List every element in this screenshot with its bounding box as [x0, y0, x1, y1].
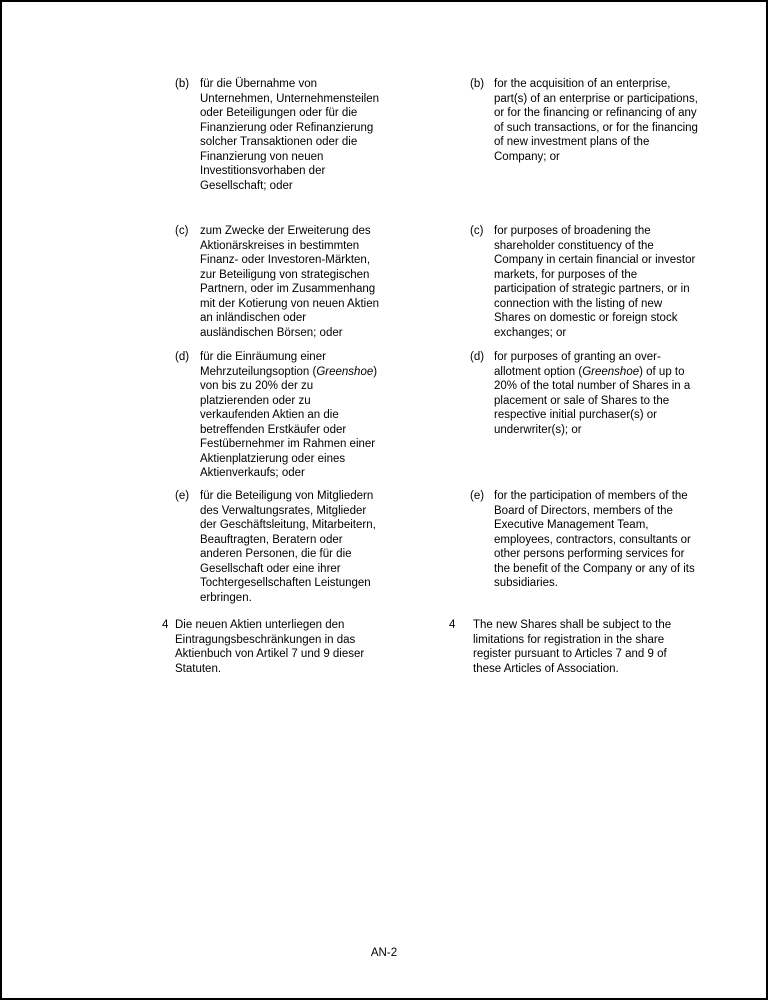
- clause-text: Die neuen Aktien unterliegen den Eintragungsbeschränkungen in das Aktienbuch von Artikel 7 und 9 dieser Statuten.: [175, 619, 365, 675]
- clause-label: (e): [175, 490, 190, 502]
- clause-item-german-d: [175, 350, 382, 481]
- clause-label: (c): [470, 225, 484, 237]
- clause-text-pre: for purposes of granting an over-allotment option (: [494, 351, 661, 378]
- clause-item-english-e: [470, 489, 699, 591]
- clause-text-post: ) von bis zu 20% der zu platzierenden oder zu verkaufenden Aktien an die betreffenden Erstkäufer oder Festübernehmer im Rahmen einer Aktienplatzierung oder eines Aktienverkaufs; oder: [200, 365, 378, 479]
- clause-text: [494, 350, 699, 437]
- clause-item-german-b: [175, 77, 382, 193]
- clause-text: for purposes of broadening the shareholder constituency of the Company in certain financial or investor markets, for purposes of the participation of strategic partners, or in connection with the listing of new Shares on domestic or foreign stock exchanges; or: [494, 225, 696, 339]
- clause-label: 4: [449, 619, 456, 631]
- clause-item-english-b: [470, 77, 699, 164]
- page-number: AN-2: [370, 947, 398, 959]
- clause-label: (b): [470, 78, 485, 90]
- clause-text: [200, 350, 382, 481]
- clause-text-italic: Greenshoe: [316, 365, 374, 378]
- clause-item-german-4: [162, 618, 367, 676]
- clause-text: für die Übernahme von Unternehmen, Unternehmensteilen oder Beteiligungen oder für die Finanzierung oder Refinanzierung solcher Transaktionen oder die Finanzierung von neuen Investitionsvorhaben der Gesellschaft; oder: [200, 78, 379, 192]
- clause-item-german-c: [175, 224, 382, 340]
- clause-item-english-d: [470, 350, 699, 437]
- clause-text-pre: für die Einräumung einer Mehrzuteilungsoption (: [200, 351, 326, 378]
- clause-text: for the acquisition of an enterprise, part(s) of an enterprise or participations, or for the financing or refinancing of any of such transactions, or for the financing of new investment plans of the Company; or: [494, 78, 698, 163]
- clause-item-german-e: [175, 489, 382, 605]
- clause-label: (b): [175, 78, 190, 90]
- clause-text: The new Shares shall be subject to the limitations for registration in the share register pursuant to Articles 7 and 9 of these Articles of Association.: [473, 619, 672, 675]
- clause-text: für die Beteiligung von Mitgliedern des Verwaltungsrates, Mitglieder der Geschäftsleitung, Mitarbeitern, Beauftragten, Beratern oder anderen Personen, die für die Gesellschaft oder eine ihrer Tochtergesellschaften Leistungen erbringen.: [200, 490, 376, 604]
- clause-label: (c): [175, 225, 189, 237]
- clause-text-post: ) of up to 20% of the total number of Shares in a placement or sale of Shares to the respective initial purchaser(s) or underwriter(s); or: [494, 365, 691, 436]
- clause-item-english-c: [470, 224, 699, 340]
- clause-text: for the participation of members of the Board of Directors, members of the Executive Management Team, employees, contractors, consultants or other persons performing services for the benefit of the Company or any of its subsidiaries.: [494, 490, 695, 589]
- clause-label: (d): [175, 351, 190, 363]
- clause-label: (e): [470, 490, 485, 502]
- clause-label: 4: [162, 619, 169, 631]
- clause-item-english-4: [449, 618, 683, 676]
- clause-label: (d): [470, 351, 485, 363]
- clause-text: zum Zwecke der Erweiterung des Aktionärskreises in bestimmten Finanz- oder Investoren-Märkten, zur Beteiligung von strategischen Partnern, oder im Zusammenhang mit der Kotierung von neuen Aktien an inländischen oder ausländischen Börsen; oder: [200, 225, 380, 339]
- clause-text-italic: Greenshoe: [582, 365, 640, 378]
